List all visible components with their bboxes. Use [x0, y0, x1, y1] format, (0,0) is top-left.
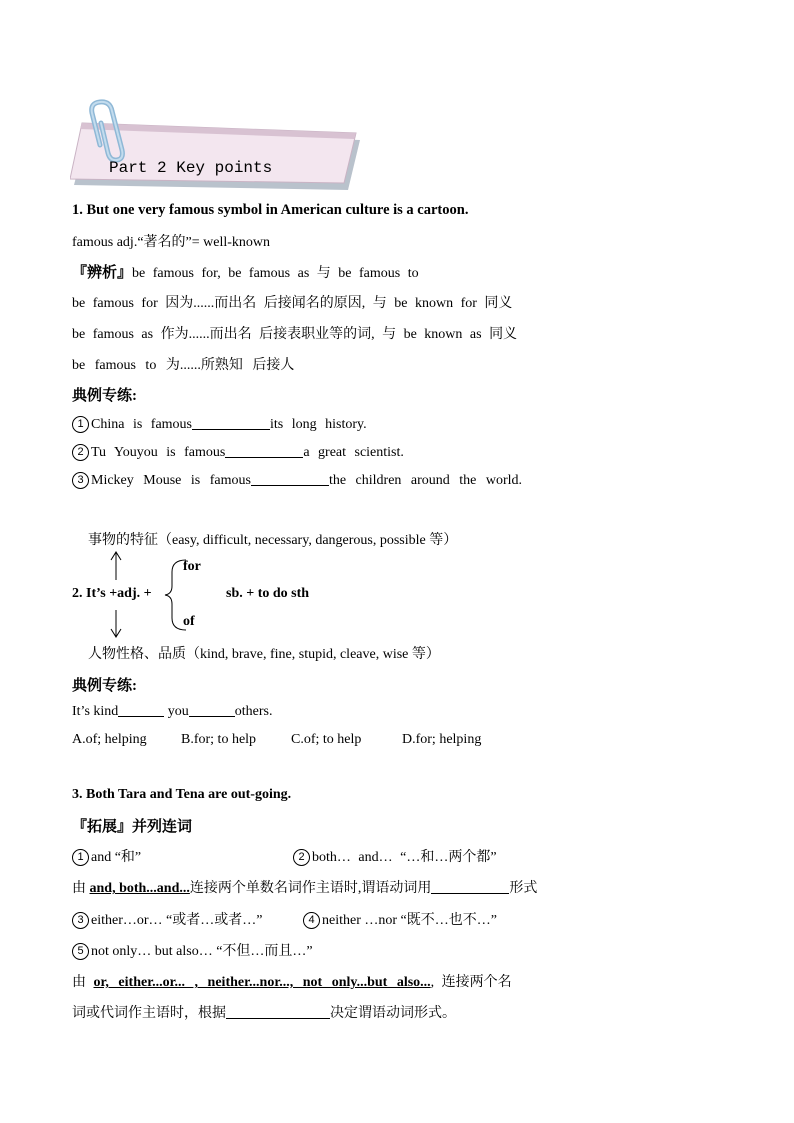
conj-4	[303, 909, 497, 929]
ex2-blank[interactable]	[225, 457, 303, 458]
ex2-text-pre: Tu Youyou is famous	[91, 445, 226, 460]
circle-number: 3	[72, 912, 89, 929]
ex3-text-post: the children around the world.	[328, 473, 523, 488]
s1-practice-title: 典例专练:	[72, 388, 137, 404]
famous-definition: famous adj.“著名的”= well-known	[72, 235, 271, 250]
s2-blank-1[interactable]	[118, 716, 164, 717]
s2-q-part-a: It’s kind	[72, 704, 119, 719]
circle-number: 1	[72, 849, 89, 866]
s2-top-note: 事物的特征（easy, difficult, necessary, dangerous, possible 等）	[88, 533, 458, 548]
option-c[interactable]: C.of; to help	[291, 732, 362, 747]
circle-number: 1	[72, 416, 89, 433]
ex3-text-pre: Mickey Mouse is famous	[91, 473, 251, 488]
banner-graphic	[70, 95, 370, 195]
conj-2-text: both… and… “…和…两个都”	[312, 850, 497, 865]
option-a[interactable]: A.of; helping	[72, 732, 147, 747]
rule-3-pre: 词或代词作主语时，根据	[72, 1006, 226, 1021]
circle-number: 2	[293, 849, 310, 866]
s3-heading: 3. Both Tara and Tena are out-going.	[72, 787, 292, 802]
ex1-text-pre: China is famous	[91, 417, 192, 432]
circle-number: 5	[72, 943, 89, 960]
conj-2	[293, 846, 497, 866]
exercise-3	[72, 472, 522, 489]
rule-2-underlined: or, either...or... , neither...nor..., not only...but also...	[93, 975, 431, 990]
famous-to-line: be famous to 为......所熟知 后接人	[72, 358, 295, 373]
circle-number: 3	[72, 472, 89, 489]
famous-for-line: be famous for 因为......而出名 后接闻名的原因, 与 be known for 同义	[72, 296, 513, 311]
option-d[interactable]: D.for; helping	[402, 732, 482, 747]
ex3-blank[interactable]	[251, 485, 329, 486]
conj-1	[72, 846, 141, 866]
s2-tail: sb. + to do sth	[226, 586, 310, 601]
conj-4-text: neither …nor “既不…也不…”	[322, 913, 497, 928]
s2-bottom-note: 人物性格、品质（kind, brave, fine, stupid, cleave, wise 等）	[88, 647, 440, 662]
s3-tuozhan: 『拓展』并列连词	[72, 819, 193, 835]
ex1-blank[interactable]	[192, 429, 270, 430]
conj-1-text: and “和”	[91, 850, 142, 865]
conj-3-text: either…or… “或者…或者…”	[91, 913, 263, 928]
circle-number: 4	[303, 912, 320, 929]
rule-1-underlined: and, both...and...	[89, 881, 190, 896]
ex2-text-post: a great scientist.	[303, 445, 404, 460]
conj-5-text: not only… but also… “不但…而且…”	[91, 944, 313, 959]
rule-3	[72, 1002, 456, 1022]
s2-question	[72, 704, 273, 720]
s2-q-part-c: others.	[234, 704, 273, 719]
s2-brace-of: of	[183, 614, 195, 629]
conj-5	[72, 940, 313, 960]
bianxi-label: 『辨析』	[72, 265, 133, 281]
exercise-1	[72, 416, 367, 433]
arrow-down-icon	[111, 610, 121, 637]
conj-3	[72, 909, 262, 929]
rule-2-post: , 连接两个名	[430, 975, 512, 990]
s1-heading: 1. But one very famous symbol in American culture is a cartoon.	[72, 202, 469, 218]
ex1-text-post: its long history.	[270, 417, 367, 432]
rule-1-pre: 由	[72, 881, 86, 896]
s2-blank-2[interactable]	[189, 716, 235, 717]
rule-1-blank[interactable]	[431, 893, 509, 894]
part-banner	[70, 95, 370, 195]
s2-q-part-b: you	[167, 704, 189, 719]
rule-1-mid: 连接两个单数名词作主语时,谓语动词用	[189, 881, 432, 896]
bianxi-text: be famous for, be famous as 与 be famous to	[132, 266, 419, 281]
arrow-up-icon	[111, 552, 121, 580]
banner-title: Part 2 Key points	[109, 159, 273, 177]
option-b[interactable]: B.for; to help	[181, 732, 257, 747]
s2-formula: 2. It’s +adj. +	[72, 586, 152, 601]
famous-as-line: be famous as 作为......而出名 后接表职业等的词, 与 be known as 同义	[72, 327, 518, 342]
s2-brace-for: for	[183, 559, 201, 574]
rule-2	[72, 971, 512, 991]
exercise-2	[72, 444, 404, 461]
rule-3-blank[interactable]	[226, 1018, 330, 1019]
rule-3-post: 决定谓语动词形式。	[330, 1006, 456, 1021]
rule-2-pre: 由	[72, 975, 86, 990]
rule-1	[72, 877, 537, 897]
circle-number: 2	[72, 444, 89, 461]
bianxi-line	[72, 261, 419, 282]
s2-practice-title: 典例专练:	[72, 678, 137, 694]
rule-1-post: 形式	[509, 881, 538, 896]
